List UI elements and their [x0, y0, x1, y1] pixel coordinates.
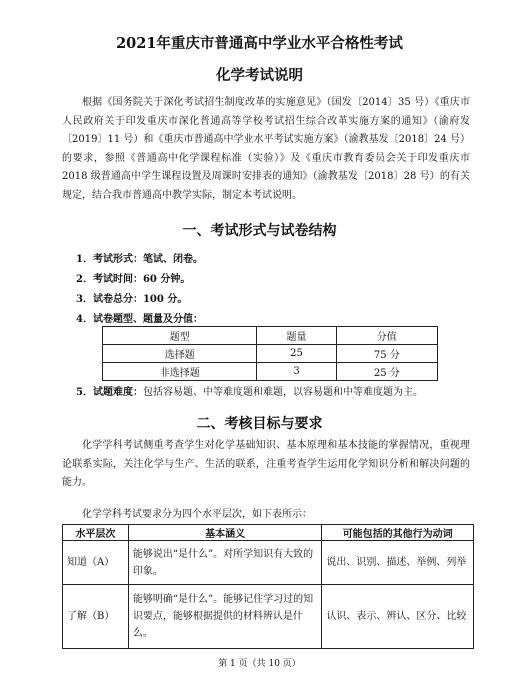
- item-num: 4．: [76, 314, 93, 325]
- section2-heading: 二、考核目标与要求: [196, 416, 323, 432]
- item-label: 试题难度：: [92, 387, 143, 398]
- table-cell: 75 分: [336, 345, 437, 363]
- intro-paragraph: 根据《国务院关于深化考试招生制度改革的实施意见》（国发〔2014〕35 号）《重庆市人民政府关于印发重庆市深化普通高等学校考试招生综合改革实施方案的通知》（渝府发〔2019〕11 号）和《重庆市普通高中学业水平考试实施方案》（渝教基发〔2018〕24 号）的要求，参照《普通高中化学课程标准（实验）》及《重庆市教育委员会关于印发重庆市 2018 级普通高中学生课程设置及周课时安排表的通知》（渝教基发〔2018〕28 号）的有关规定，结合我市普通高中教学实际，制定本考试说明。: [62, 97, 470, 201]
- item-num: 2．: [76, 274, 93, 285]
- table-cell: 非选择题: [103, 363, 257, 381]
- item-label: 考试时间：: [92, 274, 143, 285]
- table-header-cell: 基本涵义: [128, 525, 321, 541]
- table-row: [103, 363, 438, 381]
- table-cell: 3: [257, 363, 336, 381]
- table-header-cell: 分值: [336, 327, 437, 345]
- section1-heading: 一、考试形式与试卷结构: [182, 223, 337, 239]
- total-score-item: [76, 290, 187, 305]
- table-cell: 知道（A）: [63, 541, 129, 585]
- difficulty-item: [76, 383, 423, 398]
- table-cell: 认识、表示、辨认、区分、比较: [322, 585, 474, 649]
- table-row: [63, 541, 474, 585]
- level-table: [62, 524, 474, 649]
- document-subtitle: 化学考试说明: [216, 67, 303, 84]
- score-table: [102, 326, 438, 381]
- table-header-cell: 题型: [103, 327, 257, 345]
- section2-paragraph: 化学学科考试侧重考查学生对化学基础知识、基本原理和基本技能的掌握情况，重视理论联系实际，关注化学与生产、生活的联系，注重考查学生运用化学知识分析和解决问题的能力。: [62, 440, 470, 489]
- item-value: 包括容易题、中等难度题和难题，以容易题和中等难度题为主。: [142, 387, 423, 398]
- table-cell: 选择题: [103, 345, 257, 363]
- item-num: 3．: [76, 294, 93, 305]
- item-label: 试卷总分：: [92, 294, 143, 305]
- table-cell: 说出、识别、描述、举例、列举: [322, 541, 474, 585]
- table-cell: 能够说出“是什么”。对所学知识有大致的印象。: [128, 541, 321, 585]
- table-row: [103, 345, 438, 363]
- table-header-row: [103, 327, 438, 345]
- item-label: 考试形式：: [92, 254, 143, 265]
- section2-table-intro: 化学学科考试要求分为四个水平层次，如下表所示：: [82, 509, 312, 520]
- document-title: 2021年重庆市普通高中学业水平合格性考试: [116, 35, 403, 52]
- item-value: 笔试、闭卷。: [142, 254, 203, 265]
- table-header-cell: 水平层次: [63, 525, 129, 541]
- exam-form-item: [76, 250, 203, 265]
- item-label: 试卷题型、题量及分值：: [92, 314, 203, 325]
- table-header-row: [63, 525, 474, 541]
- table-header-cell: 题量: [257, 327, 336, 345]
- item-num: 5．: [76, 387, 93, 398]
- table-row: [63, 585, 474, 649]
- item-value: 100 分。: [142, 294, 188, 305]
- exam-time-item: [76, 270, 190, 285]
- question-types-item: [76, 310, 203, 325]
- table-cell: 25 分: [336, 363, 437, 381]
- table-header-cell: 可能包括的其他行为动词: [322, 525, 474, 541]
- page-footer: 第 1 页（共 10 页）: [218, 659, 301, 669]
- table-cell: 25: [257, 345, 336, 363]
- table-cell: 能够明确“是什么”。能够记住学习过的知识要点，能够根据提供的材料辨认是什么。: [128, 585, 321, 649]
- item-num: 1．: [76, 254, 93, 265]
- table-cell: 了解（B）: [63, 585, 129, 649]
- item-value: 60 分钟。: [142, 274, 191, 285]
